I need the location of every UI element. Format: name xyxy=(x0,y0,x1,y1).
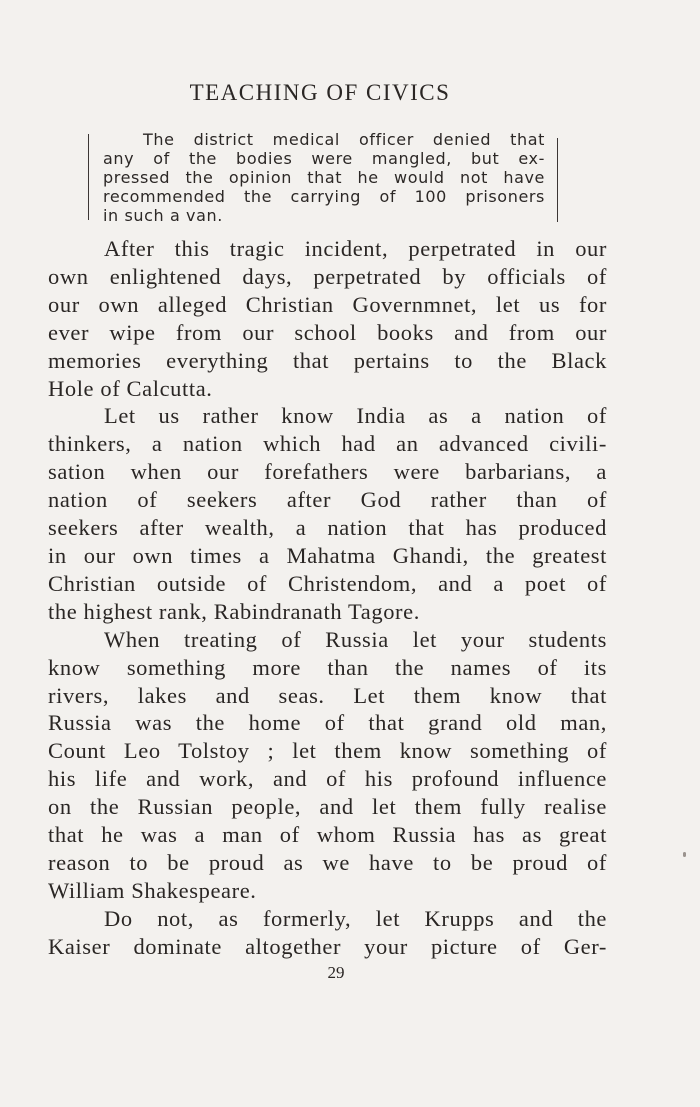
page-number: 29 xyxy=(327,963,345,982)
paper-speck xyxy=(683,852,686,857)
body-line: When treating of Russia let your students xyxy=(104,626,607,652)
body-line: William Shakespeare. xyxy=(48,877,257,903)
quote-line: pressed the opinion that he would not have xyxy=(103,168,545,187)
body-line: thinkers, a nation which had an advanced civili- xyxy=(48,431,607,457)
quote-line: recommended the carrying of 100 prisoners xyxy=(103,187,545,206)
body-line: on the Russian people, and let them fully realise xyxy=(48,794,607,820)
quote-line: in such a van. xyxy=(103,206,223,225)
body-line: Let us rather know India as a nation of xyxy=(104,403,607,429)
quote-line: any of the bodies were mangled, but ex- xyxy=(103,149,545,168)
body-line: own enlightened days, perpetrated by officials of xyxy=(48,263,607,289)
body-line: Do not, as formerly, let Krupps and the xyxy=(104,905,607,931)
body-line: know something more than the names of its xyxy=(48,654,607,680)
running-head: TEACHING OF CIVICS xyxy=(189,80,451,105)
body-line: his life and work, and of his profound influence xyxy=(48,766,607,792)
body-line: Christian outside of Christendom, and a poet of xyxy=(48,570,607,596)
body-line: nation of seekers after God rather than of xyxy=(48,487,607,513)
quote-rule-right xyxy=(557,138,558,222)
body-line: seekers after wealth, a nation that has produced xyxy=(48,515,607,541)
body-line: in our own times a Mahatma Ghandi, the greatest xyxy=(48,542,607,568)
quote-line: The district medical officer denied that xyxy=(143,130,545,149)
body-line: sation when our forefathers were barbarians, a xyxy=(48,459,607,485)
body-line: ever wipe from our school books and from our xyxy=(48,319,607,345)
body-line: the highest rank, Rabindranath Tagore. xyxy=(48,598,420,624)
body-line: reason to be proud as we have to be proud of xyxy=(48,849,607,875)
body-line: memories everything that pertains to the Black xyxy=(48,347,607,373)
block-quote xyxy=(88,130,558,225)
body-line: Russia was the home of that grand old man, xyxy=(48,710,607,736)
body-line: After this tragic incident, perpetrated in our xyxy=(104,236,607,261)
quote-text xyxy=(103,130,545,225)
body-text xyxy=(48,235,607,961)
body-line: our own alleged Christian Governmnet, let us for xyxy=(48,291,607,317)
body-line: that he was a man of whom Russia has as great xyxy=(48,822,607,848)
body-line: Count Leo Tolstoy ; let them know something of xyxy=(48,738,607,764)
quote-rule-left xyxy=(88,134,89,220)
body-line: Kaiser dominate altogether your picture of Ger- xyxy=(48,933,607,959)
body-line: rivers, lakes and seas. Let them know that xyxy=(48,682,607,708)
body-line: Hole of Calcutta. xyxy=(48,375,213,401)
